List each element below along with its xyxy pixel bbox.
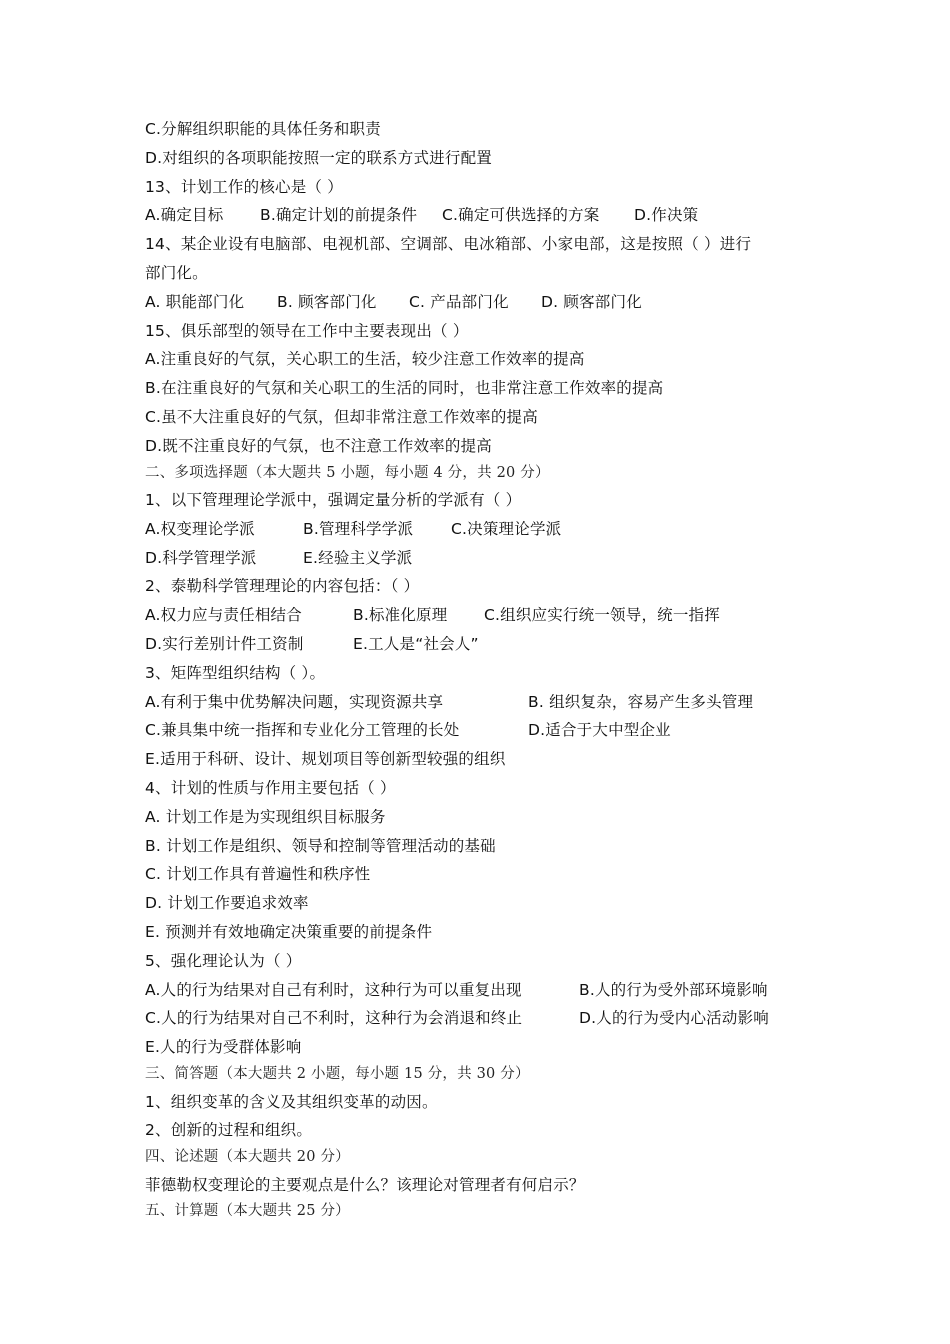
question-text: 2、创新的过程和组织。: [145, 1121, 313, 1140]
option-text: D.人的行为受内心活动影响: [579, 1009, 769, 1028]
option-text: A.权力应与责任相结合: [145, 606, 302, 625]
question-text: 2、泰勒科学管理理论的内容包括：（ ）: [145, 577, 420, 596]
option-text: B.标准化原理: [353, 606, 448, 625]
question-text: 5、强化理论认为（ ）: [145, 951, 302, 970]
option-text: D.科学管理学派: [145, 548, 257, 567]
options-row: [145, 1004, 845, 1033]
options-row: [145, 201, 845, 230]
section-heading: 三、简答题（本大题共 2 小题，每小题 15 分，共 30 分）: [145, 1066, 530, 1082]
section-heading: 二、多项选择题（本大题共 5 小题，每小题 4 分，共 20 分）: [145, 464, 550, 481]
option-text: D. 计划工作要追求效率: [145, 894, 309, 913]
option-text: C.分解组织职能的具体任务和职责: [145, 120, 381, 138]
option-text: B.在注重良好的气氛和关心职工的生活的同时，也非常注意工作效率的提高: [145, 379, 664, 398]
option-text: A.权变理论学派: [145, 519, 255, 538]
options-row: [145, 688, 845, 717]
option-text: A.有利于集中优势解决问题，实现资源共享: [145, 692, 444, 711]
option-text: B. 计划工作是组织、领导和控制等管理活动的基础: [145, 836, 496, 855]
question-14: 14、某企业设有电脑部、电视机部、空调部、电冰箱部、小家电部，这是按照（ ）进行: [145, 235, 752, 254]
option-text: D.既不注重良好的气氛，也不注意工作效率的提高: [145, 436, 492, 455]
option-text: D.适合于大中型企业: [528, 721, 671, 740]
option-text: D.对组织的各项职能按照一定的联系方式进行配置: [145, 148, 492, 167]
question-text: 3、矩阵型组织结构（ ）。: [145, 663, 326, 682]
option-text: C.组织应实行统一领导，统一指挥: [484, 606, 720, 625]
option-text: A. 职能部门化: [145, 292, 245, 311]
option-text: E.人的行为受群体影响: [145, 1038, 302, 1057]
question-14-continued: 部门化。: [145, 263, 208, 282]
option-text: B.确定计划的前提条件: [260, 206, 418, 225]
option-text: C.决策理论学派: [451, 519, 562, 538]
option-text: A.人的行为结果对自己有利时，这种行为可以重复出现: [145, 980, 522, 999]
options-row: [145, 515, 845, 544]
option-text: D. 顾客部门化: [541, 292, 642, 311]
option-text: E.适用于科研、设计、规划项目等创新型较强的组织: [145, 750, 506, 769]
option-text: A.确定目标: [145, 206, 224, 225]
question-text: 菲德勒权变理论的主要观点是什么？该理论对管理者有何启示？: [145, 1175, 585, 1194]
option-text: C.兼具集中统一指挥和专业化分工管理的长处: [145, 721, 460, 740]
option-text: E.工人是“社会人”: [353, 635, 479, 654]
option-text: A.注重良好的气氛，关心职工的生活，较少注意工作效率的提高: [145, 350, 585, 369]
option-text: C.确定可供选择的方案: [442, 206, 600, 225]
question-15: 15、俱乐部型的领导在工作中主要表现出（ ）: [145, 321, 469, 340]
question-text: 4、计划的性质与作用主要包括（ ）: [145, 779, 396, 798]
section-heading: 五、计算题（本大题共 25 分）: [145, 1203, 350, 1220]
options-row: [145, 601, 845, 630]
question-text: 1、组织变革的含义及其组织变革的动因。: [145, 1092, 438, 1111]
options-row: [145, 630, 845, 659]
option-text: C.虽不大注重良好的气氛，但却非常注意工作效率的提高: [145, 407, 538, 426]
options-row: [145, 288, 845, 317]
option-text: B.人的行为受外部环境影响: [579, 980, 768, 999]
question-text: 1、以下管理理论学派中，强调定量分析的学派有（ ）: [145, 491, 522, 510]
option-text: B. 组织复杂，容易产生多头管理: [528, 692, 754, 711]
exam-page: [145, 115, 845, 1225]
option-text: E.经验主义学派: [303, 548, 413, 567]
option-text: A. 计划工作是为实现组织目标服务: [145, 807, 386, 826]
option-text: C. 产品部门化: [409, 292, 509, 311]
option-text: B. 顾客部门化: [277, 292, 377, 311]
option-text: B.管理科学学派: [303, 519, 414, 538]
option-text: D.作决策: [634, 206, 699, 225]
option-text: D.实行差别计件工资制: [145, 635, 304, 654]
question-13: 13、计划工作的核心是（ ）: [145, 177, 343, 196]
section-heading: 四、论述题（本大题共 20 分）: [145, 1149, 350, 1166]
options-row: [145, 544, 845, 573]
option-text: C. 计划工作具有普遍性和秩序性: [145, 865, 371, 884]
options-row: [145, 976, 845, 1005]
options-row: [145, 716, 845, 745]
option-text: E. 预测并有效地确定决策重要的前提条件: [145, 923, 433, 942]
option-text: C.人的行为结果对自己不利时，这种行为会消退和终止: [145, 1009, 523, 1028]
